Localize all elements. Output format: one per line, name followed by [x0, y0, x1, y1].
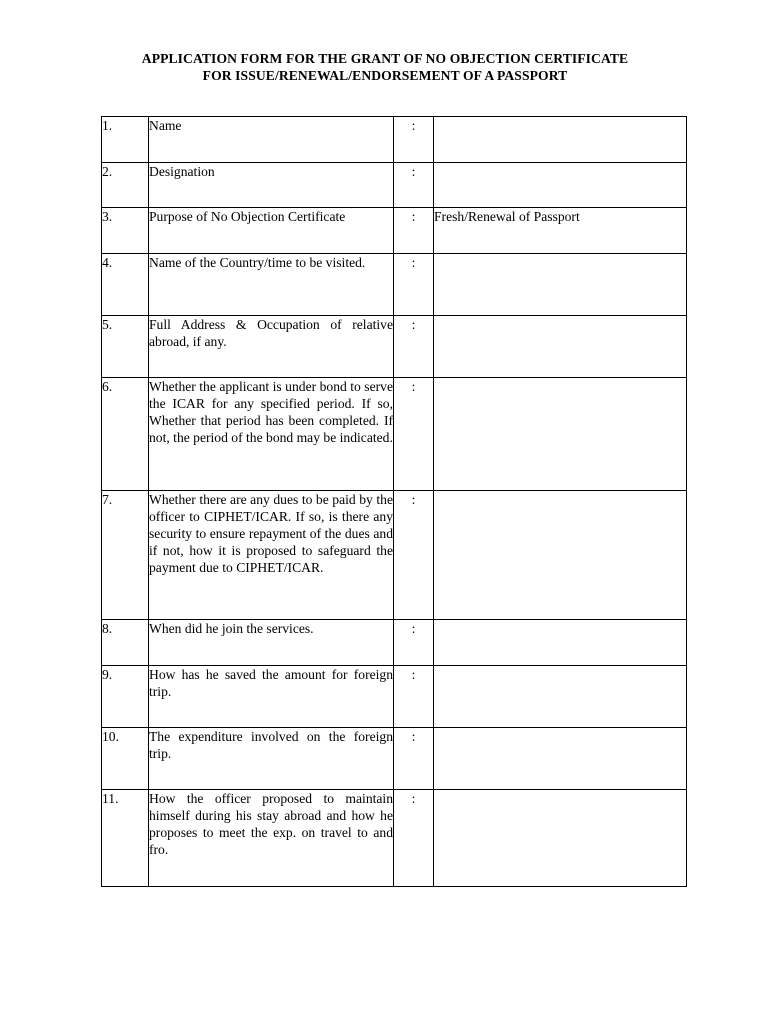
row-separator: :: [394, 790, 434, 887]
table-row: [102, 163, 687, 208]
row-separator: :: [394, 254, 434, 316]
row-question: How the officer proposed to maintain himself during his stay abroad and how he proposes to meet the exp. on travel to and fro.: [149, 790, 394, 887]
row-question: The expenditure involved on the foreign trip.: [149, 728, 394, 790]
answer-field-expenditure[interactable]: [434, 728, 687, 790]
answer-field-name[interactable]: [434, 117, 687, 163]
row-separator: :: [394, 666, 434, 728]
answer-field-country[interactable]: [434, 254, 687, 316]
table-row: [102, 316, 687, 378]
form-title: [0, 50, 770, 84]
row-separator: :: [394, 728, 434, 790]
answer-field-dues[interactable]: [434, 491, 687, 620]
answer-field-purpose[interactable]: Fresh/Renewal of Passport: [434, 208, 687, 254]
row-question: Whether the applicant is under bond to serve the ICAR for any specified period. If so, Whether that period has been completed. If not, the period of the bond may be indicated.: [149, 378, 394, 491]
row-number: 11.: [102, 790, 149, 887]
row-number: 2.: [102, 163, 149, 208]
row-separator: :: [394, 378, 434, 491]
answer-field-savings[interactable]: [434, 666, 687, 728]
row-question: Designation: [149, 163, 394, 208]
table-row: [102, 208, 687, 254]
answer-field-maintenance[interactable]: [434, 790, 687, 887]
row-number: 7.: [102, 491, 149, 620]
row-question: Full Address & Occupation of relative abroad, if any.: [149, 316, 394, 378]
row-number: 1.: [102, 117, 149, 163]
row-question: Whether there are any dues to be paid by the officer to CIPHET/ICAR. If so, is there any security to ensure repayment of the dues and if not, how it is proposed to safeguard the payment due to CIPHET/ICAR.: [149, 491, 394, 620]
row-question: Name: [149, 117, 394, 163]
table-row: [102, 254, 687, 316]
answer-field-join-date[interactable]: [434, 620, 687, 666]
row-separator: :: [394, 163, 434, 208]
table-row: [102, 790, 687, 887]
row-number: 5.: [102, 316, 149, 378]
row-number: 3.: [102, 208, 149, 254]
row-number: 9.: [102, 666, 149, 728]
table-row: [102, 728, 687, 790]
answer-field-designation[interactable]: [434, 163, 687, 208]
row-separator: :: [394, 117, 434, 163]
row-number: 8.: [102, 620, 149, 666]
row-separator: :: [394, 491, 434, 620]
row-separator: :: [394, 316, 434, 378]
row-separator: :: [394, 620, 434, 666]
table-row: [102, 491, 687, 620]
row-number: 6.: [102, 378, 149, 491]
row-separator: :: [394, 208, 434, 254]
row-number: 4.: [102, 254, 149, 316]
title-line-1: APPLICATION FORM FOR THE GRANT OF NO OBJECTION CERTIFICATE: [141, 51, 629, 66]
answer-field-relative-address[interactable]: [434, 316, 687, 378]
row-question: Purpose of No Objection Certificate: [149, 208, 394, 254]
row-number: 10.: [102, 728, 149, 790]
table-row: [102, 378, 687, 491]
table-row: [102, 666, 687, 728]
table-row: [102, 117, 687, 163]
row-question: When did he join the services.: [149, 620, 394, 666]
application-table: [101, 116, 687, 887]
table-row: [102, 620, 687, 666]
row-question: Name of the Country/time to be visited.: [149, 254, 394, 316]
answer-field-bond[interactable]: [434, 378, 687, 491]
row-question: How has he saved the amount for foreign trip.: [149, 666, 394, 728]
title-line-2: FOR ISSUE/RENEWAL/ENDORSEMENT OF A PASSPORT: [202, 68, 568, 83]
